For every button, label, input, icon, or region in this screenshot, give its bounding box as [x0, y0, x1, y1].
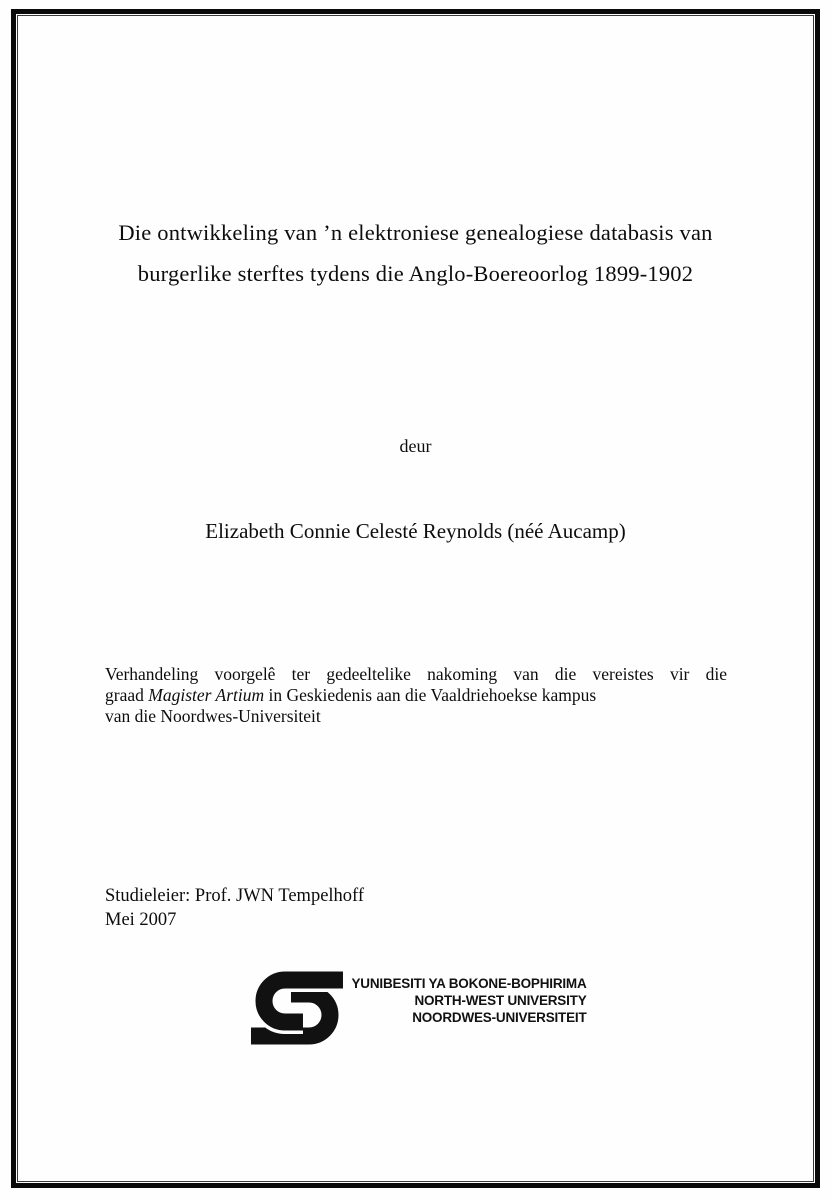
logo-line-afrikaans: NOORDWES-UNIVERSITEIT [412, 1010, 587, 1025]
date-line: Mei 2007 [105, 910, 177, 930]
title-line-2: burgerlike sterftes tydens die Anglo-Boereoorlog 1899-1902 [137, 261, 694, 286]
page-title [60, 212, 771, 294]
title-line-1: Die ontwikkeling van ’n elektroniese genealogiese databasis van [118, 220, 713, 245]
nwu-logo-icon [244, 968, 348, 1048]
degree-statement-line-1: Verhandeling voorgelê ter gedeeltelike nakoming van die vereistes vir die [105, 664, 727, 684]
logo-line-english: NORTH-WEST UNIVERSITY [414, 993, 587, 1008]
degree-name-italic: Magister Artium [148, 685, 265, 705]
supervisor-line: Studieleier: Prof. JWN Tempelhoff [105, 886, 365, 906]
university-logo-text [351, 975, 586, 1026]
degree-statement-line-2-suffix: in Geskiedenis aan die Vaaldriehoekse kampus [264, 685, 597, 705]
degree-statement-line-3: van die Noordwes-Universiteit [105, 706, 321, 726]
byline-word: deur [399, 436, 432, 456]
degree-statement-line-2-prefix: graad [105, 685, 149, 705]
logo-line-setswana: YUNIBESITI YA BOKONE-BOPHIRIMA [351, 976, 587, 991]
author-name: Elizabeth Connie Celesté Reynolds (néé Aucamp) [205, 519, 626, 543]
supervisor-block [105, 884, 364, 932]
university-logo [244, 968, 586, 1048]
degree-statement-line-2 [105, 685, 727, 706]
degree-statement [105, 664, 727, 727]
